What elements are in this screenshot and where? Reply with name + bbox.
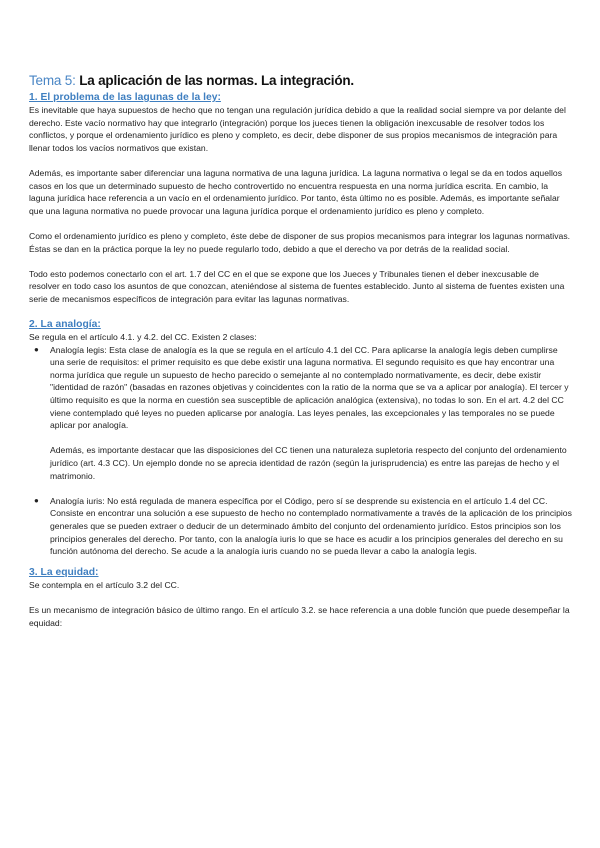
section-heading-equidad: 3. La equidad: (29, 566, 99, 578)
analogia-list (29, 495, 572, 558)
paragraph: Es un mecanismo de integración básico de último rango. En el artículo 3.2. se hace referencia a una doble función que puede desempeñar la equidad: (29, 604, 570, 628)
paragraph: Como el ordenamiento jurídico es pleno y completo, éste debe de disponer de sus propios mecanismos para integrar los lagunas normativas. Éstas se dan en la práctica porque la ley no puede regularlo todo, debido a que el derecho va por detrás de la realidad social. (29, 230, 571, 254)
document-title (29, 72, 572, 89)
paragraph: Se contempla en el artículo 3.2 del CC. (29, 579, 180, 590)
title-text: La aplicación de las normas. La integración. (79, 73, 354, 88)
bullet-icon: ● (34, 344, 39, 354)
title-number: Tema 5: (29, 73, 76, 88)
paragraph: Es inevitable que haya supuestos de hecho que no tengan una regulación jurídica debido a que la realidad social siempre va por delante del derecho. Este vacío normativo hay que integrarlo (integración) porque los jueces tienen la obligación inexcusable de resolver todos los conflictos, y porque el ordenamiento jurídico es pleno y completo, es decir, debe disponer de sus propios mecanismos de integración para llenar todos los vacíos normativos que existan. (29, 105, 566, 153)
paragraph: Se regula en el artículo 4.1. y 4.2. del CC. Existen 2 clases: (29, 332, 257, 343)
analogia-list (29, 344, 572, 432)
list-item (29, 495, 572, 558)
list-item (29, 344, 572, 432)
paragraph: Todo esto podemos conectarlo con el art. 1.7 del CC en el que se expone que los Jueces y Tribunales tienen el deber inexcusable de resolver en todo caso los asuntos de que conozcan, ateniéndose al sistema de fuentes establecido. Junto al sistema de fuentes existen una serie de mecanismos específicos de integración para evitar las lagunas normativas. (29, 268, 565, 304)
bullet-icon: ● (34, 495, 39, 505)
list-item-text: Analogía legis: Esta clase de analogía es la que se regula en el artículo 4.1 del CC. Para aplicarse la analogía legis deben cumplirse una serie de requisitos: el primer requisito es que debe existir una laguna normativa. El segundo requisito es que hay encontrar una norma jurídica que regule un supuesto de hecho parecido o semejante al no contemplado normativamente, es decir, debe existir "identidad de razón" (basadas en razones objetivas y coincidentes con la ratio de la norma que se va a aplicar por analogía). El tercer y último requisito es que la norma en cuestión sea susceptible de aplicación analógica (extensiva), no todas lo son. En el art. 4.2 del CC viene contemplado qué leyes no pueden aplicarse por analogía. Las leyes penales, las excepcionales y las temporales no se puede aplicar por analogía. (50, 344, 569, 431)
section-heading-analogia: 2. La analogía: (29, 319, 101, 331)
paragraph: Además, es importante saber diferenciar una laguna normativa de una laguna jurídica. La laguna normativa o legal se da en todos aquellos casos en los que un determinado supuesto de hecho controvertido no encuentra respuesta en una norma jurídica escrita. En cambio, la laguna jurídica hace referencia a un vacío en el ordenamiento jurídico. Por tanto, ésta último no es posible. Además, es importante señalar que una laguna normativa no puede provocar una laguna jurídica porque el ordenamiento jurídico es pleno y completo. (29, 167, 563, 216)
paragraph: Además, es importante destacar que las disposiciones del CC tienen una naturaleza supletoria respecto del conjunto del ordenamiento jurídico (art. 4.3 CC). Un ejemplo donde no se aprecia identidad de razón (según la jurisprudencia) es entre las parejas de hecho y el matrimonio. (50, 445, 567, 481)
section-heading-lagunas: 1. El problema de las lagunas de la ley: (29, 92, 221, 103)
list-item-text: Analogía iuris: No está regulada de manera específica por el Código, pero sí se desprende su existencia en el artículo 1.4 del CC. Consiste en encontrar una solución a ese supuesto de hecho no contemplado normativamente a través de la aplicación de los principios generales que se pueden extraer o deducir de un determinado ámbito del conjunto del ordenamiento jurídico. Estos principios son los principios generales del derecho. Por tanto, con la analogía iuris lo que se hace es acudir a los principios generales del derecho en su función autónoma del derecho. Se acude a la analogía iuris cuando no se pueda llevar a cabo la analogía legis. (50, 495, 572, 557)
